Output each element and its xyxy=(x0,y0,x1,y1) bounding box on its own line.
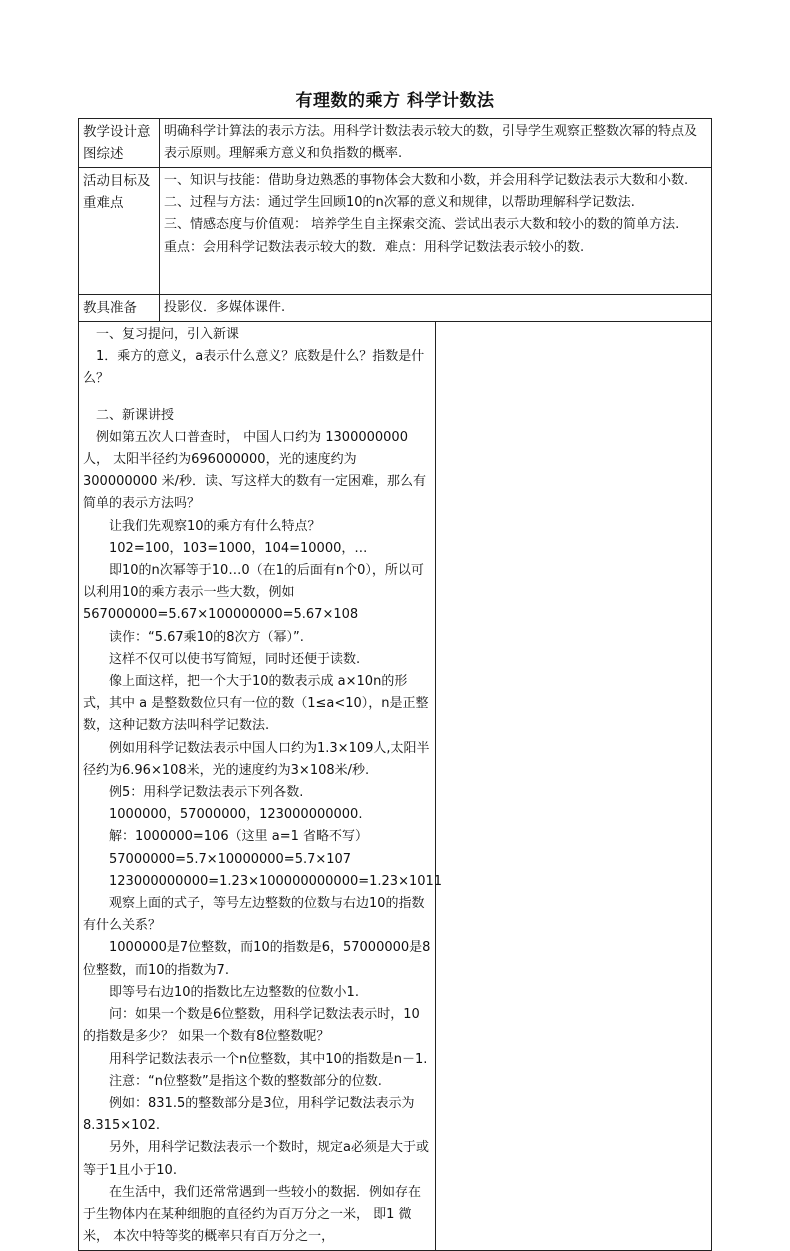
prep-text: 投影仪．多媒体课件. xyxy=(160,295,712,322)
body-paragraph: 102=100，103=1000，104=10000，… xyxy=(109,540,368,556)
example-heading: 例5：用科学记数法表示下列各数. xyxy=(109,785,304,801)
body-paragraph: 让我们先观察10的乘方有什么特点？ xyxy=(109,518,321,534)
body-paragraph: 1000000是7位整数，而10的指数是6，57000000是8位整数，而10的指数为7. xyxy=(83,940,431,978)
content-row xyxy=(79,322,712,1251)
section-heading-review: 一、复习提问，引入新课 xyxy=(96,327,240,342)
body-paragraph: 即等号右边10的指数比左边整数的位数小1. xyxy=(109,984,359,1000)
body-paragraph: 例如第五次人口普查时， 中国人口约为 1300000000 人， 太阳半径约为696000000，光的速度约为 300000000 米/秒．读、写这样大的数有一定困难，那么有简单的表示方法吗？ xyxy=(83,429,426,512)
lesson-body xyxy=(79,322,443,1251)
goal-attitude: 三、情感态度与价值观： 培养学生自主探索交流、尝试出表示大数和较小的数的简单方法. xyxy=(164,217,680,233)
body-paragraph: 123000000000=1.23×100000000000=1.23×1011 xyxy=(109,873,443,889)
goals-cell xyxy=(160,168,712,295)
body-paragraph: 57000000=5.7×10000000=5.7×107 xyxy=(109,851,352,867)
lesson-table xyxy=(78,118,712,1251)
design-label: 教学设计意图综述 xyxy=(79,119,160,168)
design-text: 明确科学计算法的表示方法。用科学计数法表示较大的数，引导学生观察正整数次幂的特点及表示原则。理解乘方意义和负指数的概率. xyxy=(160,119,712,168)
review-question: 1．乘方的意义，a表示什么意义？底数是什么？指数是什么？ xyxy=(83,349,425,387)
body-paragraph: 用科学记数法表示一个n位整数，其中10的指数是n－1. xyxy=(109,1051,428,1067)
prep-label: 教具准备 xyxy=(79,295,160,322)
section-heading-new: 二、新课讲授 xyxy=(96,407,175,423)
body-paragraph: 问：如果一个数是6位整数，用科学记数法表示时，10的指数是多少？ 如果一个数有8位整数呢？ xyxy=(83,1007,420,1045)
goal-process: 二、过程与方法：通过学生回顾10的n次幂的意义和规律，以帮助理解科学记数法. xyxy=(164,195,635,211)
spacer xyxy=(83,391,431,405)
body-paragraph: 注意：“n位整数”是指这个数的整数部分的位数. xyxy=(109,1073,382,1089)
body-paragraph: 即10的n次幂等于10…0（在1的后面有n个0），所以可以利用10的乘方表示一些大数，例如567000000=5.67×100000000=5.67×108 xyxy=(83,563,424,623)
goal-keypoints: 重点：会用科学记数法表示较大的数．难点：用科学记数法表示较小的数. xyxy=(164,239,585,255)
page-title: 有理数的乘方 科学计数法 xyxy=(295,91,495,111)
body-paragraph: 例如用科学记数法表示中国人口约为1.3×109人,太阳半径约为6.96×108米，光的速度约为3×108米/秒. xyxy=(83,740,430,778)
body-paragraph: 解：1000000=106（这里 a=1 省略不写） xyxy=(109,829,368,845)
body-paragraph: 像上面这样，把一个大于10的数表示成 a×10n的形式，其中 a 是整数数位只有一位的数（1≤a<10），n是正整数，这种记数方法叫科学记数法. xyxy=(83,674,429,734)
body-paragraph: 例如：831.5的整数部分是3位，用科学记数法表示为 8.315×102. xyxy=(83,1095,415,1134)
body-paragraph: 这样不仅可以使书写简短，同时还便于读数. xyxy=(109,651,361,667)
prep-row xyxy=(79,295,712,322)
notes-column xyxy=(436,322,712,1251)
goals-row xyxy=(79,168,712,295)
body-paragraph: 读作：“5.67乘10的8次方（幂）”. xyxy=(109,629,304,645)
goal-knowledge: 一、知识与技能：借助身边熟悉的事物体会大数和小数，并会用科学记数法表示大数和小数. xyxy=(164,173,689,188)
body-paragraph: 观察上面的式子，等号左边整数的位数与右边10的指数有什么关系？ xyxy=(83,896,425,934)
goals-label: 活动目标及重难点 xyxy=(79,168,160,295)
body-paragraph: 1000000，57000000，123000000000. xyxy=(109,807,363,823)
body-paragraph: 在生活中，我们还常常遇到一些较小的数据．例如存在于生物体内在某种细胞的直径约为百万分之一米， 即1 微米， 本次中特等奖的概率只有百万分之一， xyxy=(83,1184,422,1245)
design-row xyxy=(79,119,712,168)
body-paragraph: 另外，用科学记数法表示一个数时，规定a必须是大于或等于1且小于10. xyxy=(83,1140,429,1178)
